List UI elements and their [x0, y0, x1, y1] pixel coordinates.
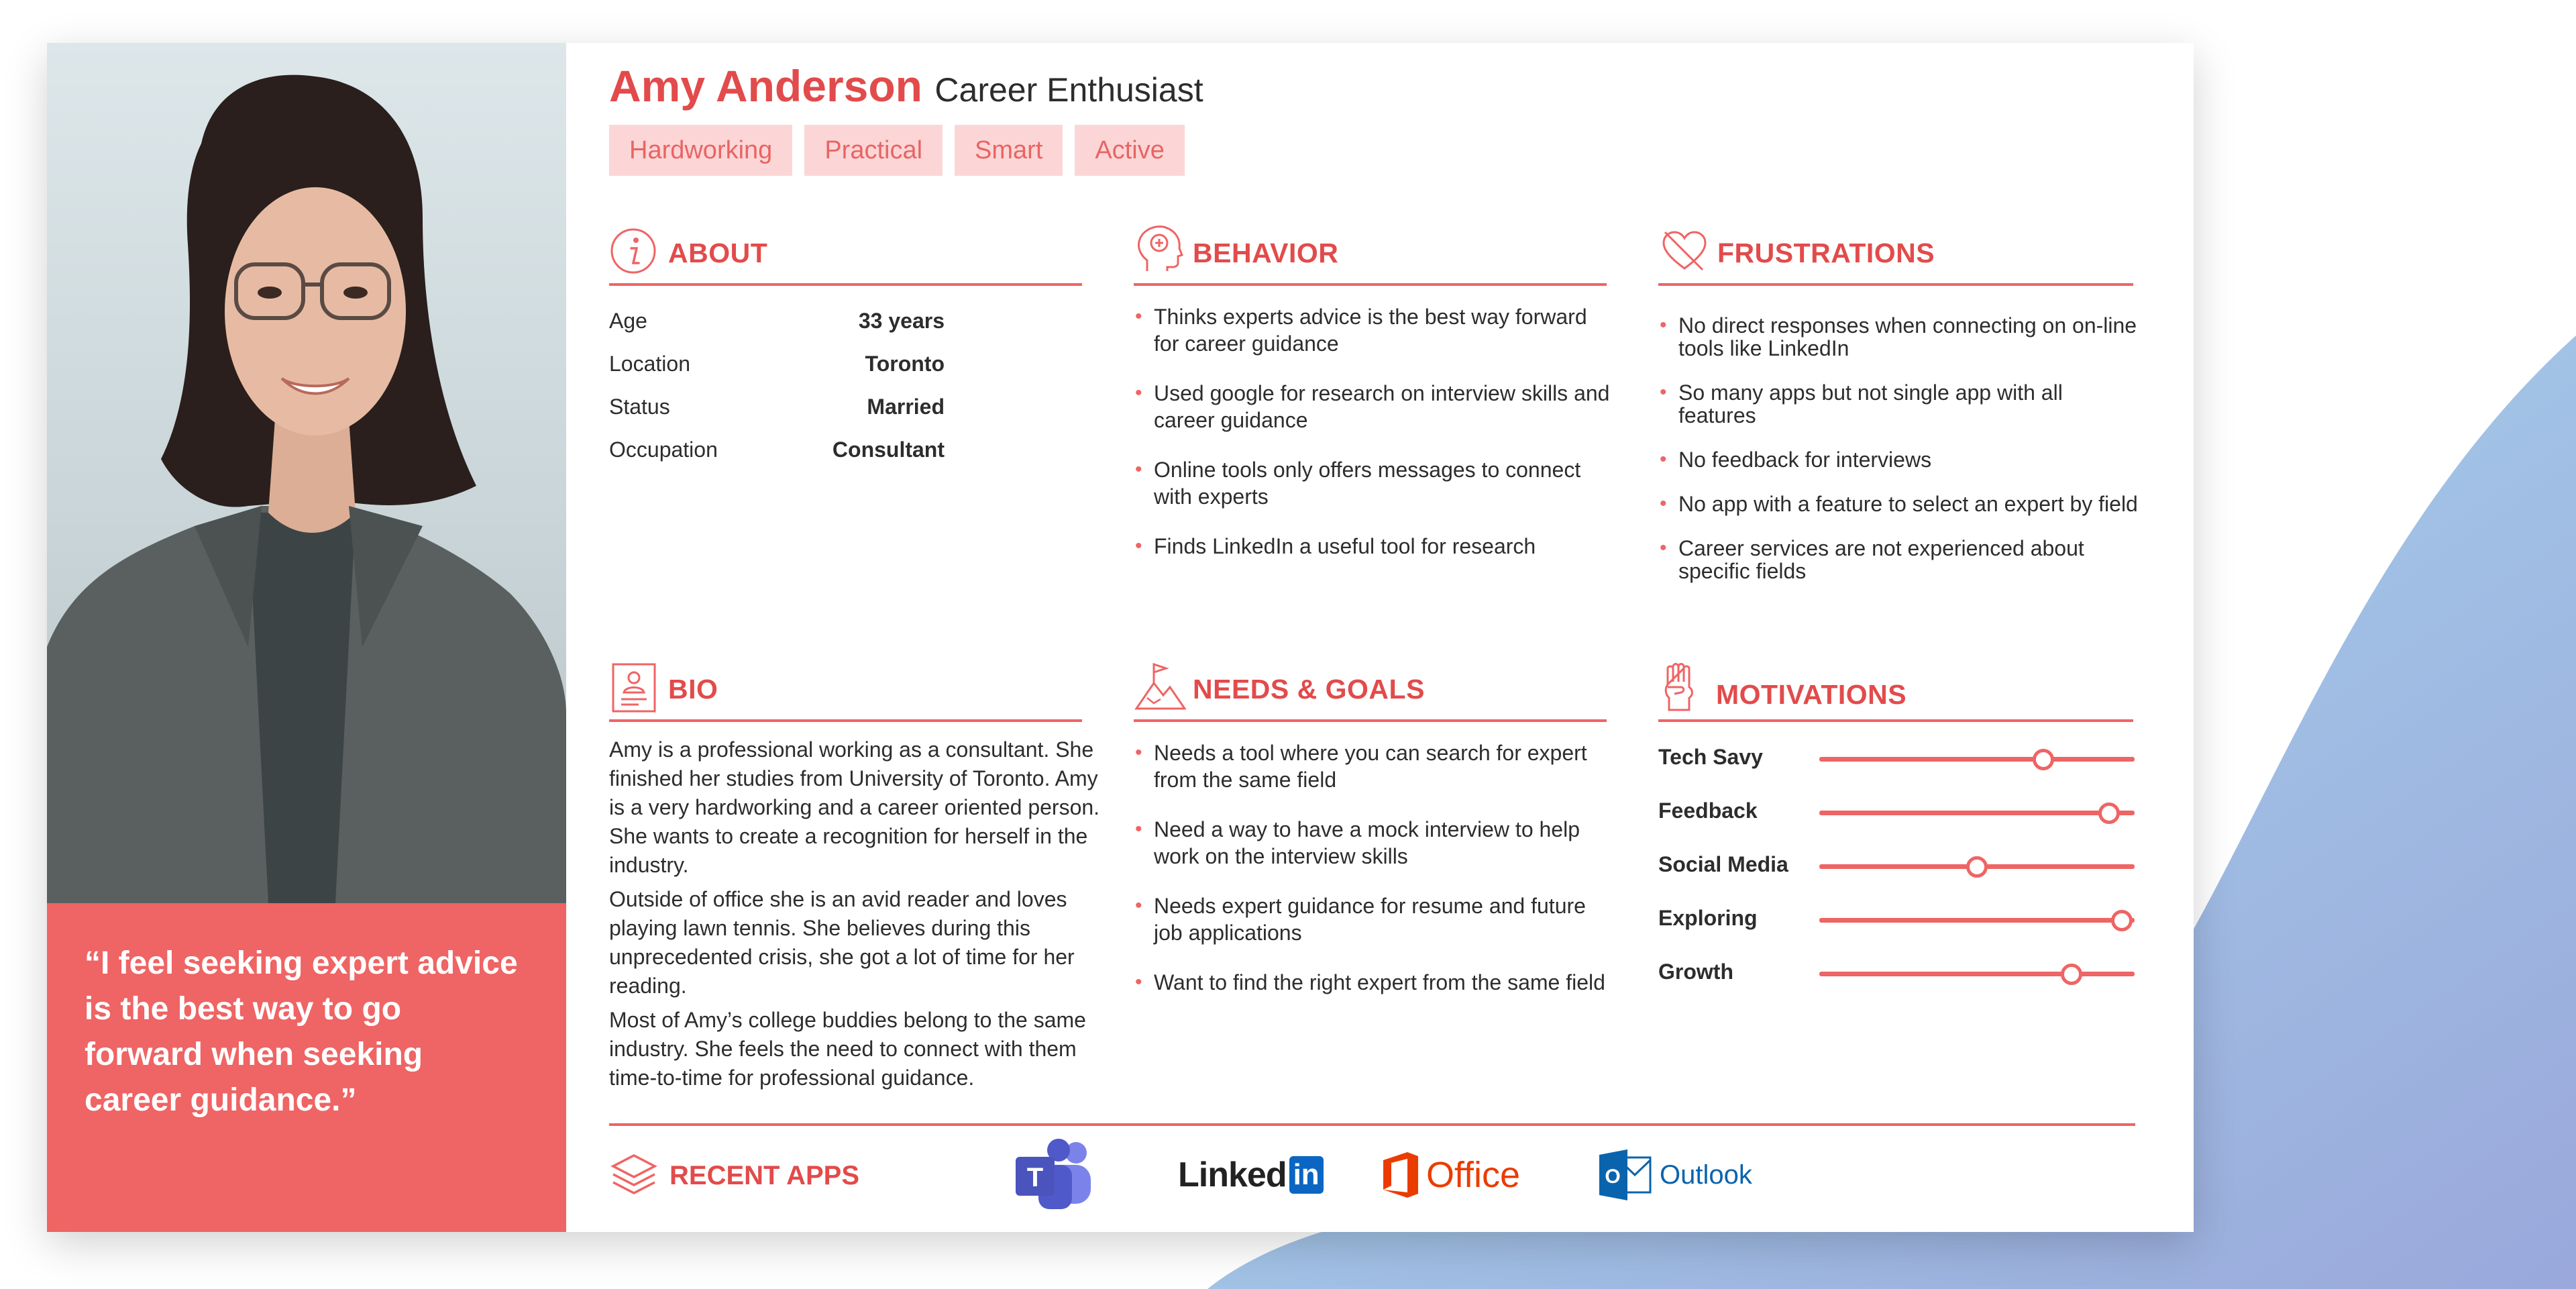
recent-apps-title: RECENT APPS: [669, 1161, 860, 1190]
linkedin-wordmark: Linked: [1178, 1155, 1287, 1194]
list-item: • Career services are not experienced about specific fields: [1658, 537, 2141, 582]
trait-tag: Active: [1075, 125, 1184, 176]
id-card-icon: [609, 660, 661, 713]
photo-column: [47, 43, 566, 1232]
about-row: [609, 299, 945, 342]
motivation-track: [1819, 811, 2135, 815]
about-row: [609, 385, 945, 428]
outlook-letter: O: [1605, 1166, 1621, 1188]
motivations-section: [1658, 660, 2133, 1004]
frustrations-header: [1658, 224, 2133, 286]
motivation-knob: [2033, 749, 2054, 770]
raised-fist-icon: [1658, 660, 1711, 713]
list-item: • No direct responses when connecting on on-line tools like LinkedIn: [1658, 314, 2141, 360]
motivation-track: [1819, 757, 2135, 762]
trait-tag: Practical: [804, 125, 943, 176]
about-label: Age: [609, 309, 647, 333]
motivations-title: MOTIVATIONS: [1716, 679, 1907, 710]
about-label: Occupation: [609, 437, 718, 462]
bio-paragraph: Most of Amy’s college buddies belong to the same industry. She feels the need to connect with them time-to-time for professional guidance.: [609, 1008, 1086, 1090]
list-item: • Online tools only offers messages to connect with experts: [1134, 456, 1617, 510]
outlook-icon: [1597, 1148, 1653, 1202]
name-row: [609, 60, 1203, 111]
motivation-label: Growth: [1658, 960, 1733, 984]
about-value: Married: [867, 395, 945, 419]
bio-header: [609, 660, 1082, 722]
motivation-track: [1819, 918, 2135, 923]
motivation-track: [1819, 864, 2135, 869]
motivation-label: Social Media: [1658, 852, 1788, 876]
frustrations-section: [1658, 224, 2138, 583]
persona-name: Amy Anderson: [609, 61, 922, 111]
linkedin-logo[interactable]: [1178, 1138, 1324, 1212]
needs-section: [1134, 660, 1607, 996]
about-value: Consultant: [832, 437, 945, 462]
list-item: • Finds LinkedIn a useful tool for research: [1134, 533, 1617, 560]
motivation-row: [1658, 735, 2133, 789]
trait-tag: Smart: [955, 125, 1063, 176]
recent-apps-header: [609, 1143, 1012, 1204]
teams-letter: T: [1026, 1163, 1044, 1192]
trait-tag: Hardworking: [609, 125, 792, 176]
info-icon: [609, 224, 661, 276]
behavior-section: [1134, 224, 1610, 560]
office-logo[interactable]: [1381, 1138, 1520, 1212]
needs-list: [1134, 739, 1617, 996]
about-row: [609, 342, 945, 385]
bio-paragraph: Amy is a professional working as a consultant. She finished her studies from University of Toronto. Amy is a very hardworking and a career oriented person. She wants to create a recognition for herself in the industry.: [609, 737, 1100, 877]
outlook-logo[interactable]: [1597, 1138, 1752, 1212]
behavior-list: [1134, 303, 1617, 560]
persona-quote: “I feel seeking expert advice is the best way to go forward when seeking career guidance.”: [85, 945, 518, 1118]
trait-tags: [609, 125, 1185, 176]
motivation-knob: [2111, 910, 2133, 931]
behavior-title: BEHAVIOR: [1193, 238, 1339, 268]
needs-header: [1134, 660, 1607, 722]
list-item: • Used google for research on interview skills and career guidance: [1134, 380, 1617, 433]
motivation-knob: [2061, 964, 2082, 985]
motivation-knob: [1966, 856, 1988, 878]
motivation-row: [1658, 843, 2133, 896]
motivation-row: [1658, 950, 2133, 1004]
bio-section: [609, 660, 1100, 1098]
linkedin-badge: in: [1289, 1156, 1324, 1194]
list-item: • No feedback for interviews: [1658, 448, 2141, 471]
teams-icon: [1012, 1138, 1099, 1212]
motivation-row: [1658, 896, 2133, 950]
list-item: • So many apps but not single app with all features: [1658, 381, 2141, 427]
about-section: [609, 224, 1082, 471]
list-item: • Want to find the right expert from the same field: [1134, 969, 1617, 996]
broken-heart-icon: [1658, 224, 1711, 276]
motivation-sliders: [1658, 735, 2133, 1004]
about-label: Status: [609, 395, 670, 419]
list-item: • Need a way to have a mock interview to help work on the interview skills: [1134, 816, 1617, 870]
recent-apps-divider: [609, 1123, 2135, 1126]
list-item: • Needs a tool where you can search for expert from the same field: [1134, 739, 1617, 793]
behavior-header: [1134, 224, 1607, 286]
list-item: • Thinks experts advice is the best way forward for career guidance: [1134, 303, 1617, 357]
teams-logo[interactable]: [1012, 1138, 1099, 1212]
frustrations-list: [1658, 314, 2141, 582]
bio-text: [609, 735, 1106, 1092]
about-header: [609, 224, 1082, 286]
office-wordmark: Office: [1426, 1155, 1521, 1195]
about-label: Location: [609, 352, 690, 376]
about-value: Toronto: [865, 352, 945, 376]
needs-title: NEEDS & GOALS: [1193, 674, 1425, 705]
motivations-header: [1658, 660, 2133, 722]
bio-title: BIO: [668, 674, 718, 705]
quote-box: [47, 903, 566, 1232]
mountain-flag-icon: [1134, 660, 1186, 713]
layers-icon: [609, 1150, 659, 1200]
list-item: • No app with a feature to select an expert by field: [1658, 493, 2141, 515]
motivation-track: [1819, 972, 2135, 976]
persona-role: Career Enthusiast: [934, 71, 1203, 109]
persona-photo: [47, 43, 566, 903]
list-item: • Needs expert guidance for resume and future job applications: [1134, 892, 1617, 946]
bio-paragraph: Outside of office she is an avid reader and loves playing lawn tennis. She believes during this unprecedented crisis, she got a lot of time for her reading.: [609, 887, 1075, 998]
outlook-wordmark: Outlook: [1660, 1159, 1752, 1190]
motivation-label: Exploring: [1658, 906, 1758, 930]
motivation-label: Feedback: [1658, 798, 1758, 823]
head-brain-icon: [1134, 224, 1186, 276]
office-icon: [1381, 1151, 1421, 1199]
frustrations-title: FRUSTRATIONS: [1717, 238, 1935, 268]
about-table: [609, 299, 945, 471]
persona-card: [47, 43, 2194, 1232]
motivation-label: Tech Savy: [1658, 745, 1763, 769]
motivation-row: [1658, 789, 2133, 843]
persona-content: [566, 43, 2194, 1232]
about-value: 33 years: [858, 309, 945, 333]
motivation-knob: [2098, 803, 2120, 824]
about-title: ABOUT: [668, 238, 768, 268]
about-row: [609, 428, 945, 471]
